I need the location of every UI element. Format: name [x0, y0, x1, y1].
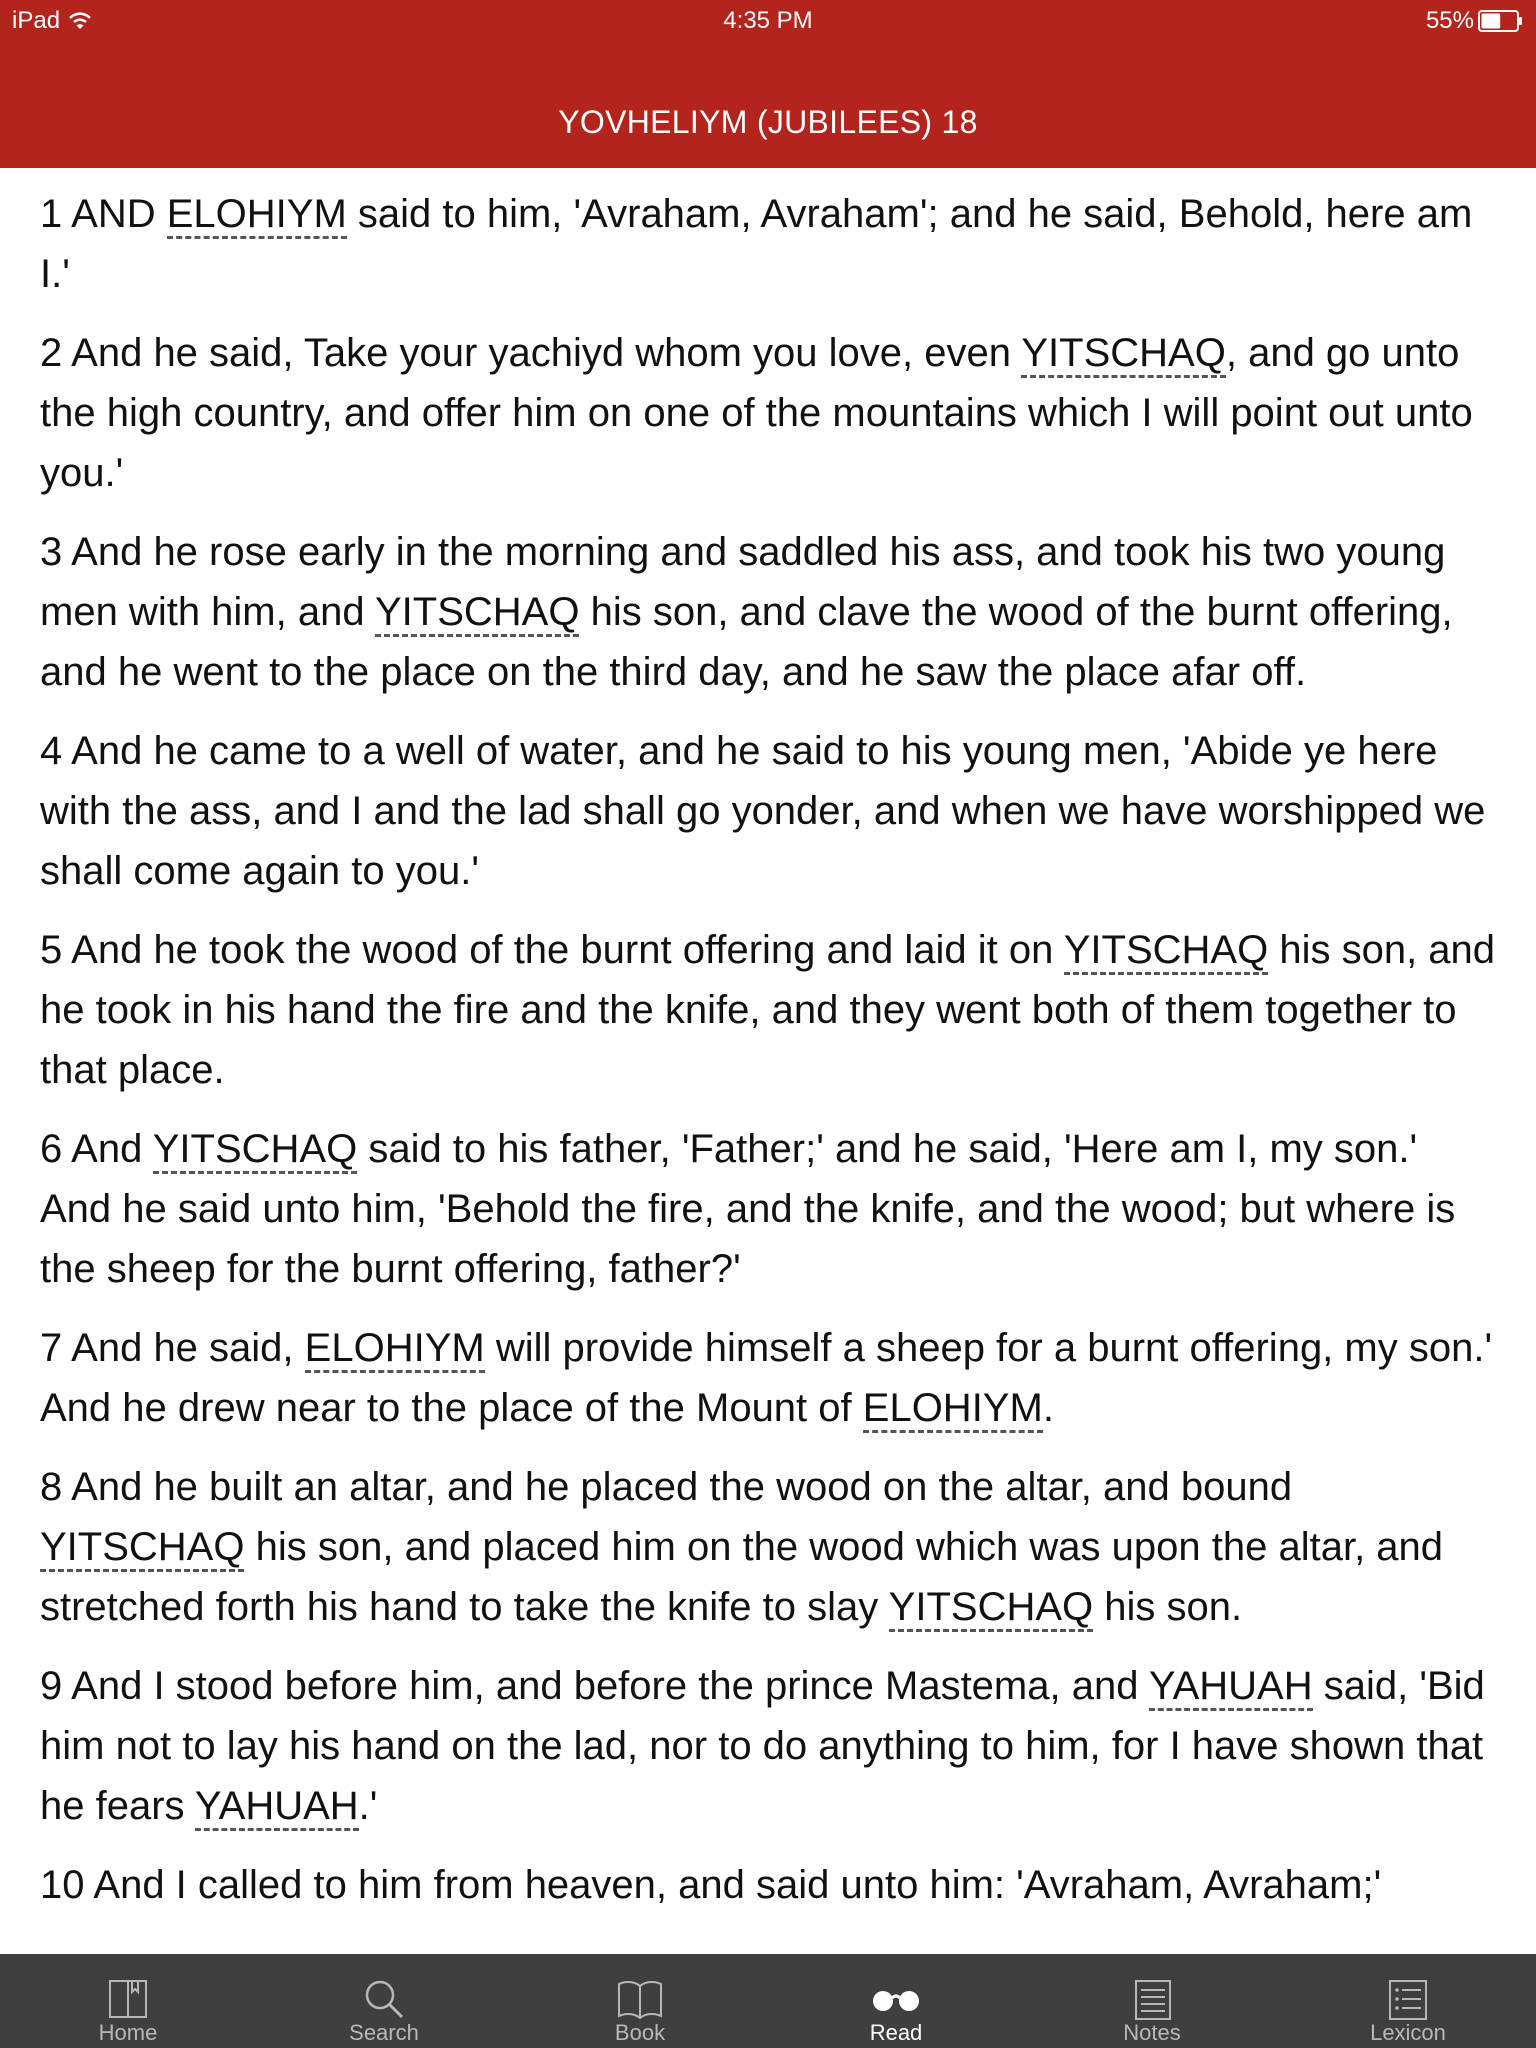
- lexicon-link[interactable]: YAHUAH: [1149, 1664, 1313, 1711]
- verse: [40, 1656, 1496, 1836]
- tab-lexicon[interactable]: [1280, 1954, 1536, 2048]
- tab-home[interactable]: [0, 1954, 256, 2048]
- tab-label: Read: [869, 2020, 923, 2045]
- home-book-icon: [0, 1974, 256, 2024]
- verse-text: his son.: [1093, 1585, 1243, 1629]
- tab-search[interactable]: [256, 1954, 512, 2048]
- verse: [40, 522, 1496, 702]
- tab-label: Home: [98, 2020, 158, 2045]
- tab-book[interactable]: [512, 1954, 768, 2048]
- battery-fill: [1482, 14, 1501, 29]
- page-title: YOVHELIYM (JUBILEES) 18: [558, 104, 978, 140]
- verse: [40, 1457, 1496, 1637]
- verse-text: his son, and he took in his hand the fire and the knife, and they went both of them together to that place.: [40, 928, 1496, 1092]
- lexicon-link[interactable]: YITSCHAQ: [153, 1127, 357, 1174]
- carrier-label: iPad: [12, 7, 61, 34]
- verse-text: .: [1042, 1386, 1054, 1430]
- verse-text: 8 And he built an altar, and he placed the wood on the altar, and bound: [40, 1465, 1293, 1509]
- verse: [40, 920, 1496, 1100]
- verse: [40, 721, 1496, 901]
- verse-text: .': [358, 1784, 378, 1828]
- verse-text: 1 AND: [40, 192, 167, 236]
- verse: [40, 1855, 1496, 1915]
- battery-percentage: 55%: [1425, 7, 1474, 34]
- verse-text: said, 'Bid him not to lay his hand on the lad, nor to do anything to him, for I have shown that he fears: [40, 1664, 1485, 1828]
- tab-label: Search: [349, 2020, 419, 2045]
- header-bar: [0, 0, 1536, 168]
- lexicon-list-icon: [1280, 1974, 1536, 2024]
- notes-icon: [1024, 1974, 1280, 2024]
- tab-read[interactable]: [768, 1954, 1024, 2048]
- verse-text: said to him, 'Avraham, Avraham'; and he said, Behold, here am I.': [40, 192, 1473, 296]
- status-time: 4:35 PM: [723, 7, 813, 34]
- verse: [40, 1119, 1496, 1299]
- reading-pane[interactable]: [0, 168, 1536, 1954]
- status-battery: [1426, 7, 1524, 35]
- verse-text: 6 And: [40, 1127, 153, 1171]
- tab-bar: [0, 1954, 1536, 2048]
- verse-text: 3 And he rose early in the morning and saddled his ass, and took his two young men with him, and: [40, 530, 1446, 634]
- search-icon: [256, 1974, 512, 2024]
- verse-text: 4 And he came to a well of water, and he said to his young men, 'Abide ye here with the ass, and I and the lad shall go yonder, and when we have worshipped we shall come again to you.': [40, 729, 1486, 893]
- tab-label: Book: [614, 2020, 666, 2045]
- verse: [40, 1318, 1496, 1438]
- verse-text: will provide himself a sheep for a burnt offering, my son.' And he drew near to the place of the Mount of: [40, 1326, 1493, 1430]
- lexicon-link[interactable]: YITSCHAQ: [1064, 928, 1268, 975]
- verse-text: 9 And I stood before him, and before the prince Mastema, and: [40, 1664, 1149, 1708]
- lexicon-link[interactable]: ELOHIYM: [167, 192, 347, 239]
- verse-text: his son, and placed him on the wood which was upon the altar, and stretched forth his hand to take the knife to slay: [40, 1525, 1444, 1629]
- lexicon-link[interactable]: ELOHIYM: [863, 1386, 1043, 1433]
- lexicon-link[interactable]: YITSCHAQ: [1021, 331, 1225, 378]
- lexicon-link[interactable]: YITSCHAQ: [375, 590, 579, 637]
- lexicon-link[interactable]: YITSCHAQ: [889, 1585, 1093, 1632]
- verse-text: , and go unto the high country, and offer him on one of the mountains which I will point out unto you.': [40, 331, 1473, 495]
- reading-glasses-icon: [768, 1974, 1024, 2024]
- tab-label: Notes: [1123, 2020, 1181, 2045]
- verse-text: his son, and clave the wood of the burnt offering, and he went to the place on the third day, and he saw the place afar off.: [40, 590, 1453, 694]
- tab-label: Lexicon: [1370, 2020, 1446, 2045]
- battery-icon: [1478, 10, 1524, 32]
- open-book-icon: [512, 1974, 768, 2024]
- lexicon-link[interactable]: ELOHIYM: [305, 1326, 485, 1373]
- lexicon-link[interactable]: YITSCHAQ: [40, 1525, 244, 1572]
- lexicon-link[interactable]: YAHUAH: [195, 1784, 359, 1831]
- verse-list: [0, 168, 1536, 1915]
- verse-text: 5 And he took the wood of the burnt offering and laid it on: [40, 928, 1064, 972]
- verse-text: 2 And he said, Take your yachiyd whom you love, even: [40, 331, 1022, 375]
- verse: [40, 323, 1496, 503]
- verse-text: 10 And I called to him from heaven, and said unto him: 'Avraham, Avraham;': [40, 1863, 1382, 1907]
- verse-text: said to his father, 'Father;' and he said, 'Here am I, my son.' And he said unto him, 'Behold the fire, and the knife, and the wood; but where is the sheep for the burnt offering, father?': [40, 1127, 1456, 1291]
- verse-text: 7 And he said,: [40, 1326, 305, 1370]
- verse: [40, 184, 1496, 304]
- status-bar: [0, 0, 1536, 42]
- tab-notes[interactable]: [1024, 1954, 1280, 2048]
